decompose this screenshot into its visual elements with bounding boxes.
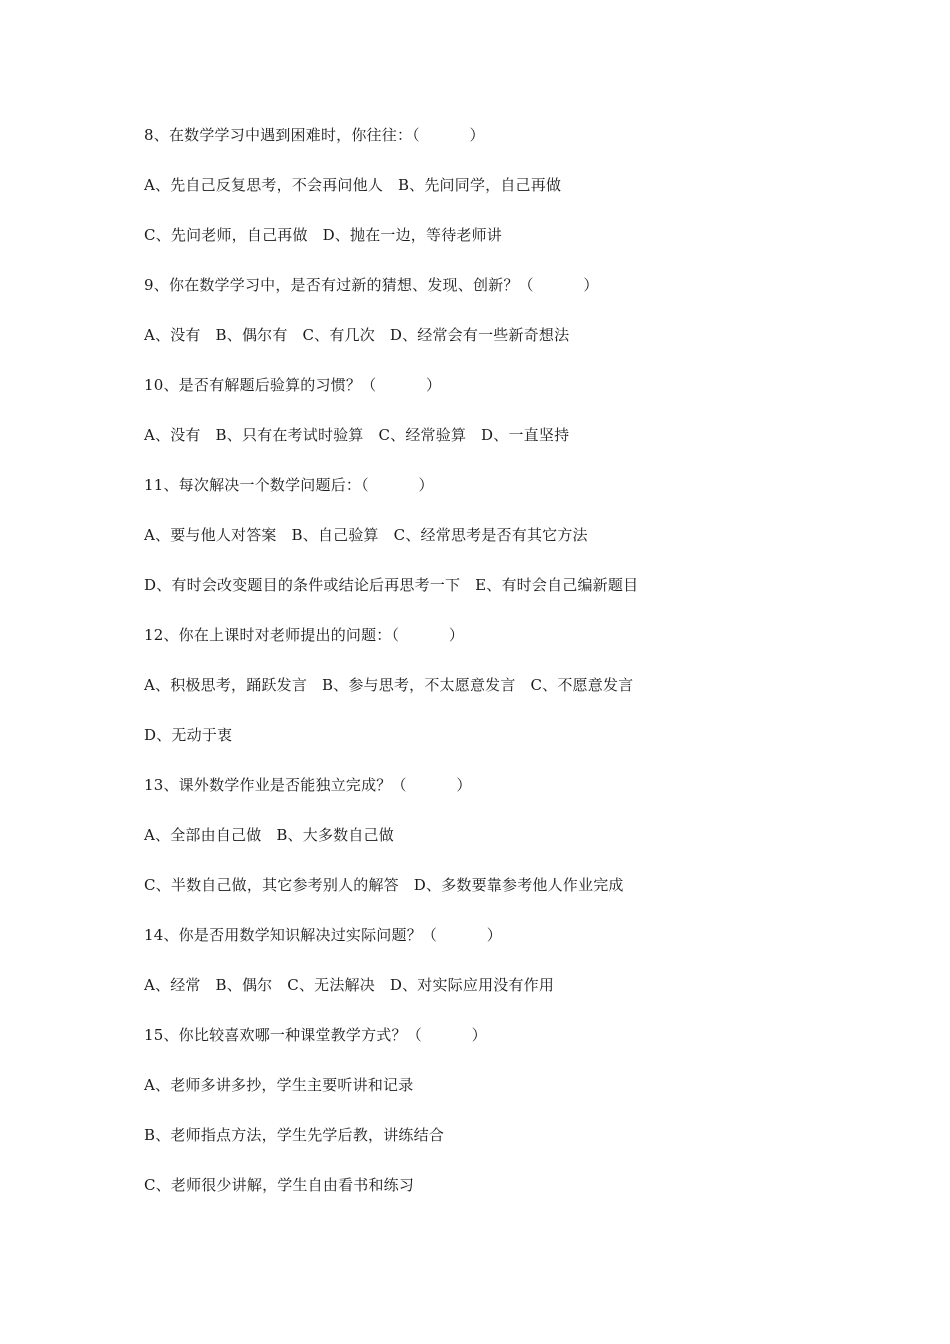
question-13: 13、课外数学作业是否能独立完成？（ ） xyxy=(144,776,472,794)
question-12-option-d: D、无动于衷 xyxy=(144,726,233,744)
question-13-options-ab: A、全部由自己做 B、大多数自己做 xyxy=(144,826,394,844)
question-15-option-a: A、老师多讲多抄，学生主要听讲和记录 xyxy=(144,1076,414,1094)
question-11-options-de: D、有时会改变题目的条件或结论后再思考一下 E、有时会自己编新题目 xyxy=(144,576,639,594)
question-15-option-c: C、老师很少讲解，学生自由看书和练习 xyxy=(144,1176,415,1194)
questionnaire-body xyxy=(144,124,844,1224)
question-15: 15、你比较喜欢哪一种课堂教学方式？（ ） xyxy=(144,1026,487,1044)
question-8-options-cd: C、先问老师，自己再做 D、抛在一边，等待老师讲 xyxy=(144,226,503,244)
question-12-options-abc: A、积极思考，踊跃发言 B、参与思考，不太愿意发言 C、不愿意发言 xyxy=(144,676,634,694)
question-10-options: A、没有 B、只有在考试时验算 C、经常验算 D、一直坚持 xyxy=(144,426,570,444)
question-11: 11、每次解决一个数学问题后：（ ） xyxy=(144,476,434,494)
question-11-options-abc: A、要与他人对答案 B、自己验算 C、经常思考是否有其它方法 xyxy=(144,526,588,544)
question-14: 14、你是否用数学知识解决过实际问题？（ ） xyxy=(144,926,502,944)
question-12: 12、你在上课时对老师提出的问题：（ ） xyxy=(144,626,465,644)
question-8: 8、在数学学习中遇到困难时，你往往：（ ） xyxy=(144,126,485,144)
question-9-options: A、没有 B、偶尔有 C、有几次 D、经常会有一些新奇想法 xyxy=(144,326,570,344)
question-10: 10、是否有解题后验算的习惯？（ ） xyxy=(144,376,442,394)
question-8-options-ab: A、先自己反复思考，不会再问他人 B、先问同学，自己再做 xyxy=(144,176,562,194)
question-15-option-b: B、老师指点方法，学生先学后教，讲练结合 xyxy=(144,1126,445,1144)
question-13-options-cd: C、半数自己做，其它参考别人的解答 D、多数要靠参考他人作业完成 xyxy=(144,876,624,894)
question-14-options: A、经常 B、偶尔 C、无法解决 D、对实际应用没有作用 xyxy=(144,976,555,994)
question-9: 9、你在数学学习中，是否有过新的猜想、发现、创新？（ ） xyxy=(144,276,599,294)
